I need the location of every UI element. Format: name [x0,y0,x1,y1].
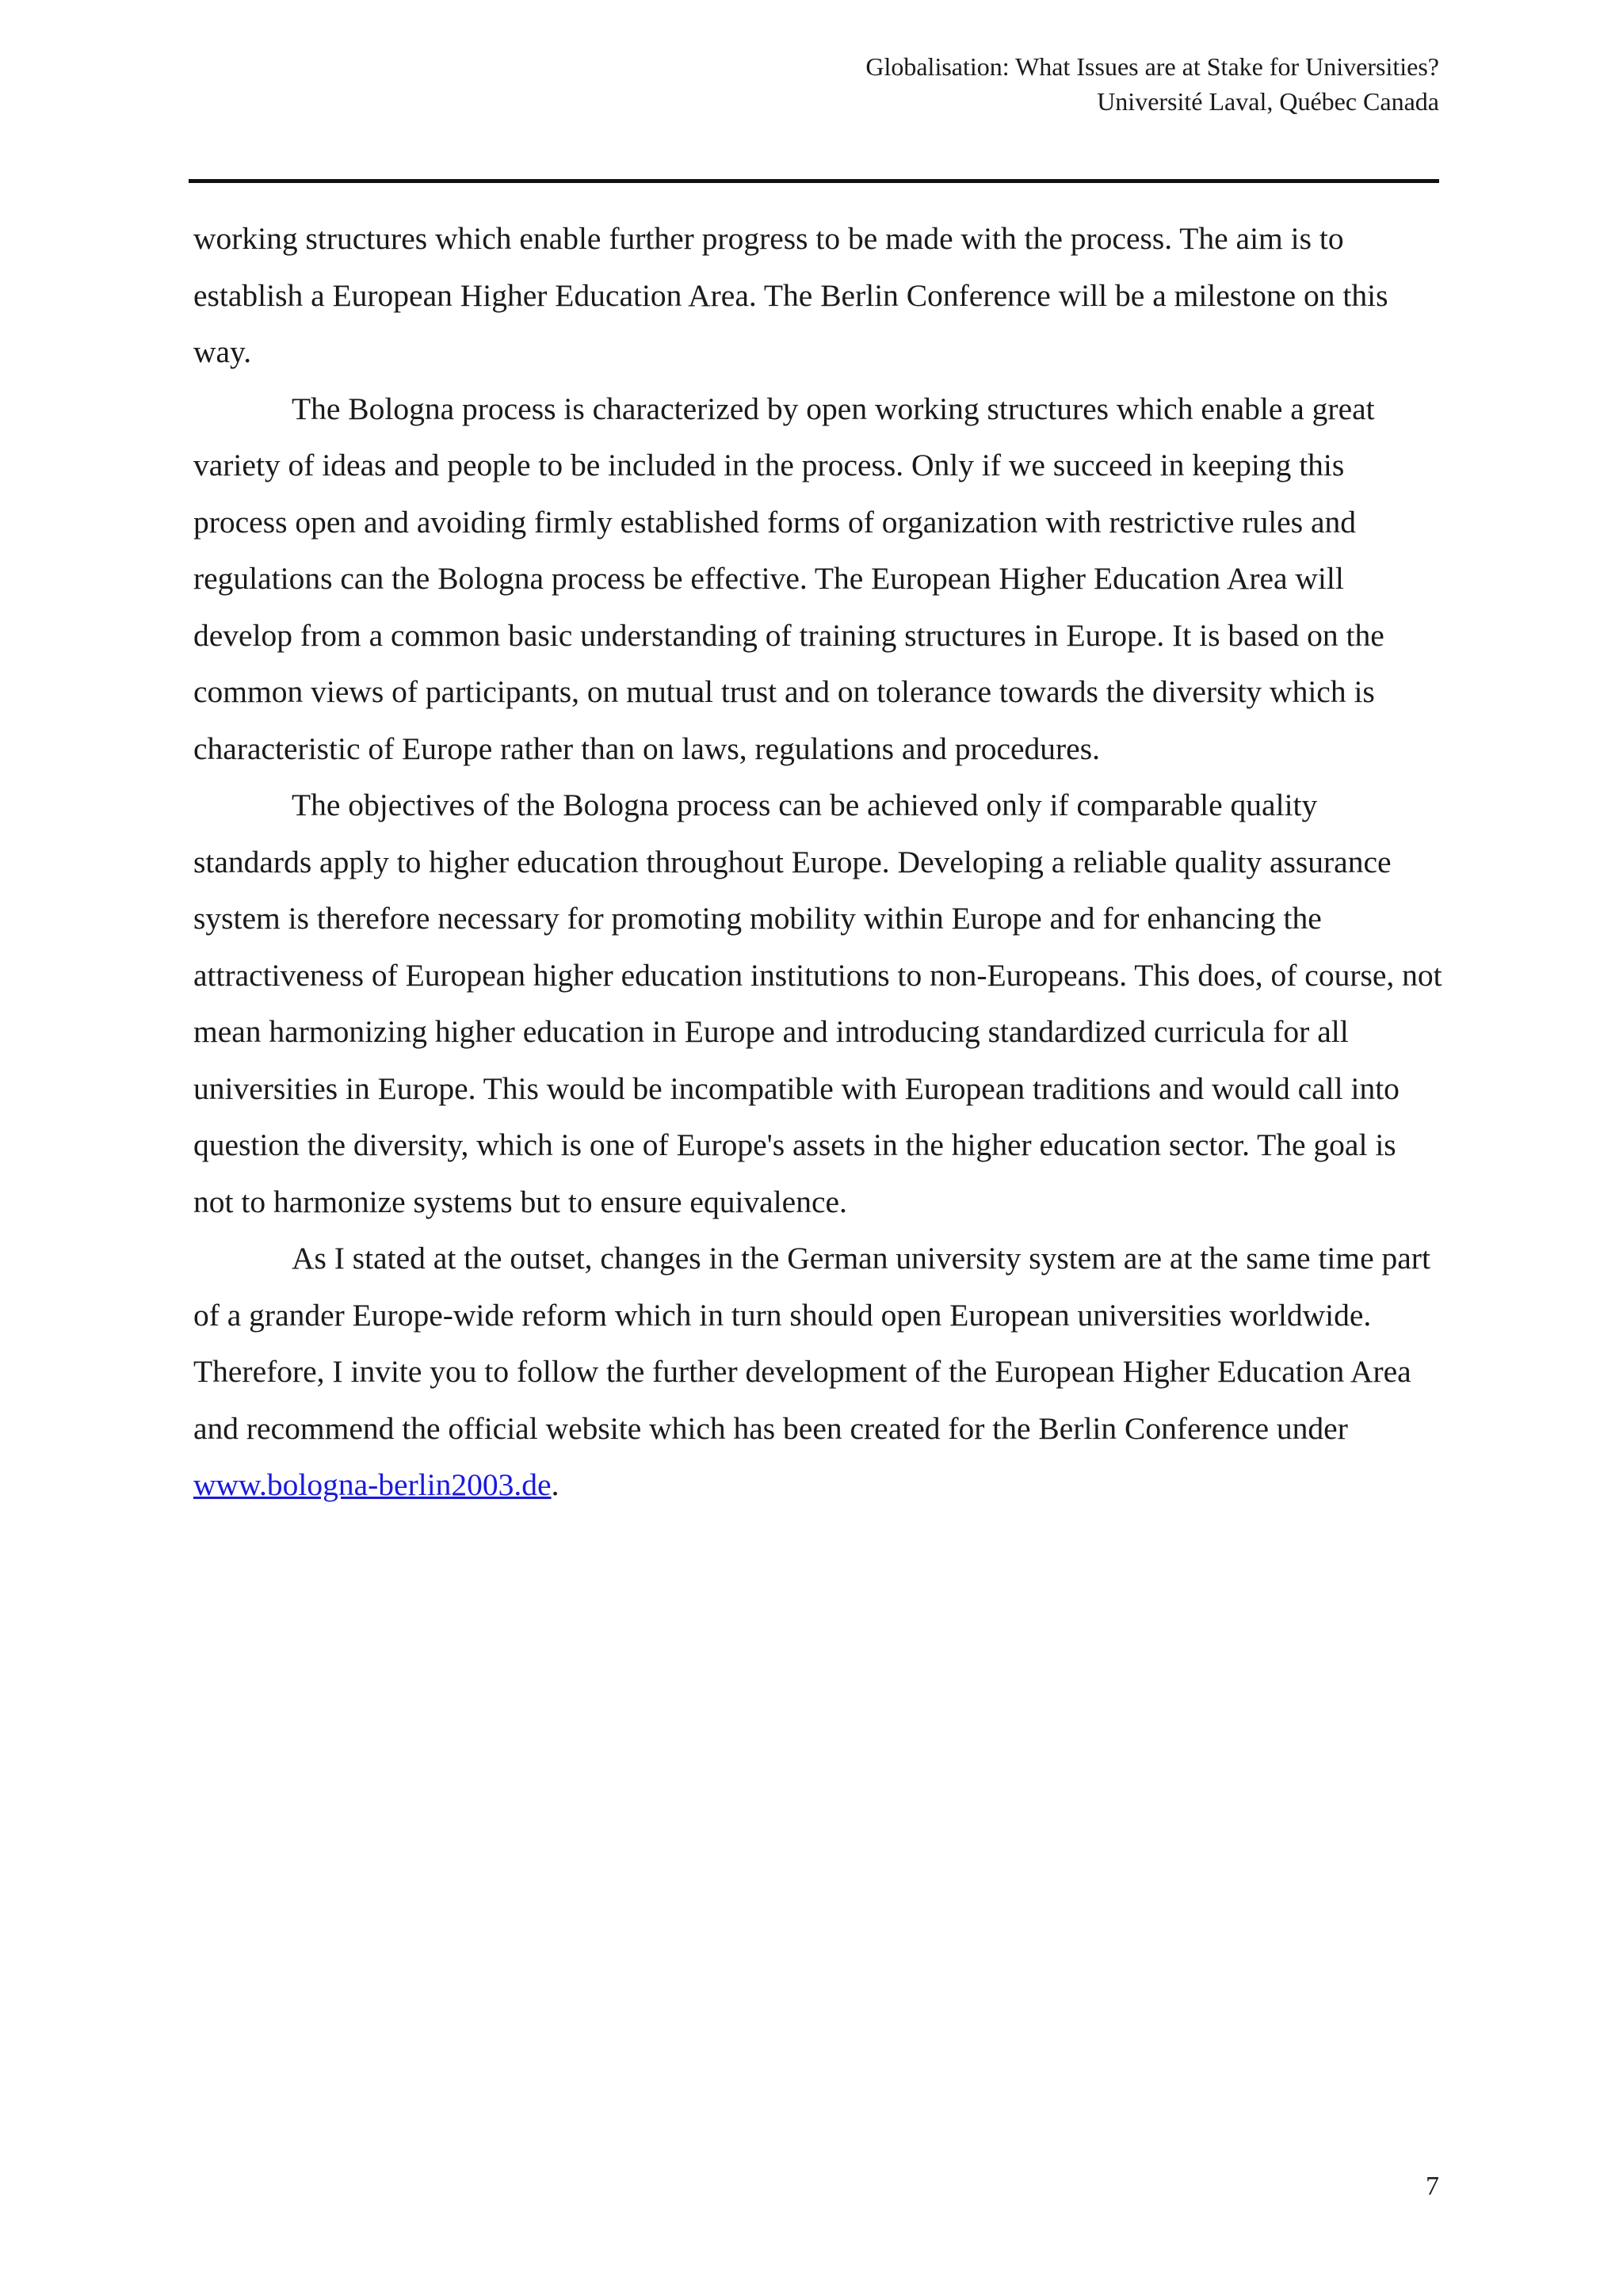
paragraph-4-text: As I stated at the outset, changes in the German university system are at the same time part of a grander Europe-wide reform which in turn should open European universities worldwide. Therefore, I invite you to follow the further development of the European Higher Education Area and recommend the official website which has been created for the Berlin Conference under [193,1241,1430,1446]
bologna-berlin-website-link[interactable]: www.bologna-berlin2003.de [193,1467,552,1502]
page-number: 7 [1426,2172,1439,2201]
paragraph-2: The Bologna process is characterized by open working structures which enable a great variety of ideas and people to be included in the process. Only if we succeed in keeping this process open and avoiding firmly established forms of organization with restrictive rules and regulations can the Bologna process be effective. The European Higher Education Area will develop from a common basic understanding of training structures in Europe. It is based on the common views of participants, on mutual trust and on tolerance towards the diversity which is characteristic of Europe rather than on laws, regulations and procedures. [193,391,1384,766]
header-title: Globalisation: What Issues are at Stake for Universities? [865,52,1439,81]
running-header [190,49,1439,119]
header-institution: Université Laval, Québec Canada [1097,87,1439,116]
paragraph-4-end: . [551,1467,559,1502]
paragraph-3: The objectives of the Bologna process can be achieved only if comparable quality standards apply to higher education throughout Europe. Developing a reliable quality assurance system is therefore necessary for promoting mobility within Europe and for enhancing the attractiveness of European higher education institutions to non-Europeans. This does, of course, not mean harmonizing higher education in Europe and introducing standardized curricula for all universities in Europe. This would be incompatible with European traditions and would call into question the diversity, which is one of Europe's assets in the higher education sector. The goal is not to harmonize systems but to ensure equivalence. [193,788,1442,1219]
paragraph-4 [193,1230,1442,1514]
paragraph-1: working structures which enable further progress to be made with the process. The aim is to establish a European Higher Education Area. The Berlin Conference will be a milestone on this way. [193,221,1388,369]
header-divider [189,179,1439,183]
body-text [193,211,1442,1514]
